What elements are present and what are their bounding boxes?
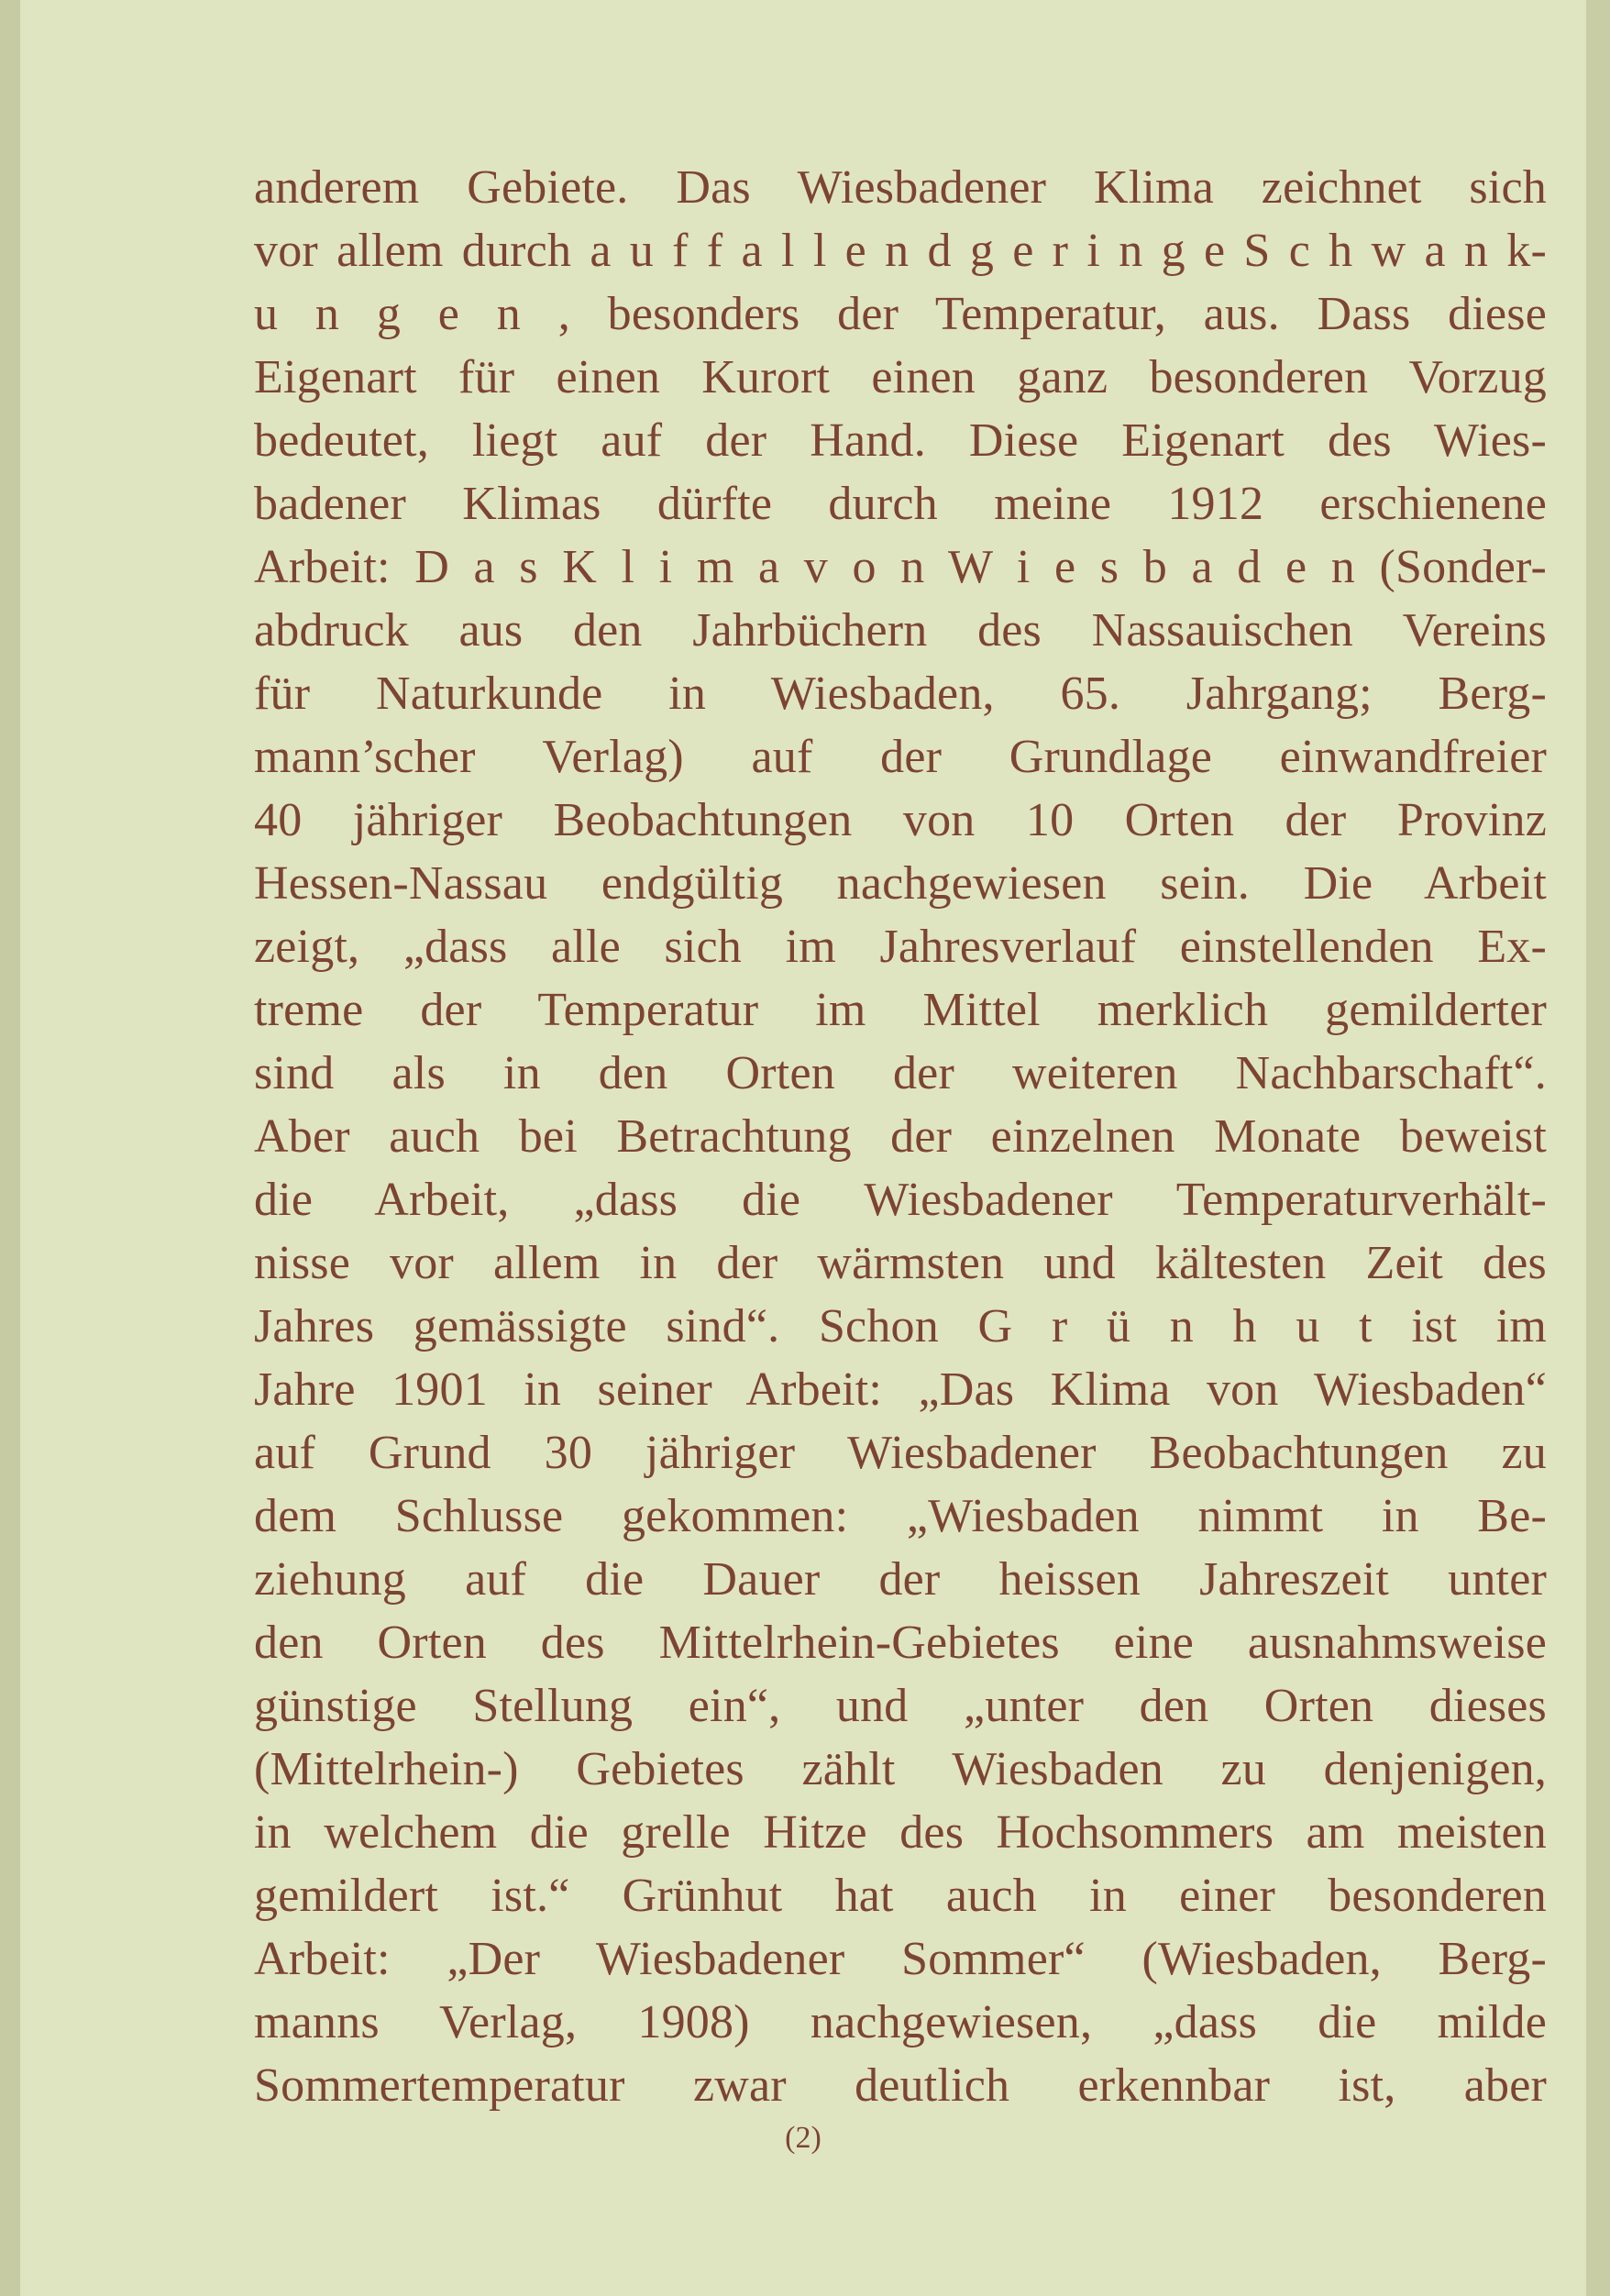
text-line-23: ziehung auf die Dauer der heissen Jahreszeit unter [254, 1553, 1547, 1606]
text-line-24: den Orten des Mittelrhein-Gebietes eine ausnahmsweise [254, 1617, 1547, 1669]
text-line-15: sind als in den Orten der weiteren Nachbarschaft“. [254, 1047, 1547, 1099]
book-page [20, 0, 1586, 2296]
text-line-9: für Naturkunde in Wiesbaden, 65. Jahrgang; Berg- [254, 668, 1547, 720]
text-line-28: gemildert ist.“ Grünhut hat auch in einer besonderen [254, 1870, 1547, 1922]
text-line-29: Arbeit: „Der Wiesbadener Sommer“ (Wiesbaden, Berg- [254, 1933, 1547, 1985]
text-line-4: Eigenart für einen Kurort einen ganz besonderen Vorzug [254, 351, 1547, 403]
left-scan-edge [0, 0, 20, 2296]
text-line-20: Jahre 1901 in seiner Arbeit: „Das Klima von Wiesbaden“ [254, 1363, 1547, 1416]
text-line-26: (Mittelrhein-) Gebietes zählt Wiesbaden zu denjenigen, [254, 1743, 1547, 1795]
text-line-13: zeigt, „dass alle sich im Jahresverlauf einstellenden Ex- [254, 921, 1547, 973]
text-line-18: nisse vor allem in der wärmsten und kältesten Zeit des [254, 1237, 1547, 1289]
page-number: (2) [785, 2121, 822, 2155]
body-text [254, 156, 1547, 2117]
text-line-30: manns Verlag, 1908) nachgewiesen, „dass die milde [254, 1996, 1547, 2048]
text-line-14: treme der Temperatur im Mittel merklich gemilderter [254, 984, 1547, 1036]
text-line-8: abdruck aus den Jahrbüchern des Nassauischen Vereins [254, 604, 1547, 657]
text-line-3: u n g e n , besonders der Temperatur, aus. Dass diese [254, 288, 1547, 340]
text-line-25: günstige Stellung ein“, und „unter den Orten dieses [254, 1680, 1547, 1732]
text-line-17: die Arbeit, „dass die Wiesbadener Temperaturverhält- [254, 1174, 1547, 1226]
text-line-21: auf Grund 30 jähriger Wiesbadener Beobachtungen zu [254, 1427, 1547, 1479]
text-line-27: in welchem die grelle Hitze des Hochsommers am meisten [254, 1806, 1547, 1859]
text-line-19: Jahres gemässigte sind“. Schon G r ü n h u t ist im [254, 1300, 1547, 1352]
text-line-10: mann’scher Verlag) auf der Grundlage einwandfreier [254, 731, 1547, 783]
text-line-5: bedeutet, liegt auf der Hand. Diese Eigenart des Wies- [254, 414, 1547, 467]
text-line-31: Sommertemperatur zwar deutlich erkennbar ist, aber [254, 2059, 1547, 2112]
text-line-12: Hessen-Nassau endgültig nachgewiesen sein. Die Arbeit [254, 857, 1547, 910]
text-line-11: 40 jähriger Beobachtungen von 10 Orten der Provinz [254, 794, 1547, 846]
text-line-16: Aber auch bei Betrachtung der einzelnen Monate beweist [254, 1110, 1547, 1163]
text-line-1: anderem Gebiete. Das Wiesbadener Klima zeichnet sich [254, 161, 1547, 214]
text-line-22: dem Schlusse gekommen: „Wiesbaden nimmt in Be- [254, 1490, 1547, 1542]
text-line-6: badener Klimas dürfte durch meine 1912 erschienene [254, 478, 1547, 530]
text-line-2: vor allem durch a u f f a l l e n d g e r i n g e S c h w a n k- [254, 225, 1547, 277]
right-scan-edge [1586, 0, 1610, 2296]
text-line-7: Arbeit: D a s K l i m a v o n W i e s b a d e n (Sonder- [254, 541, 1547, 593]
